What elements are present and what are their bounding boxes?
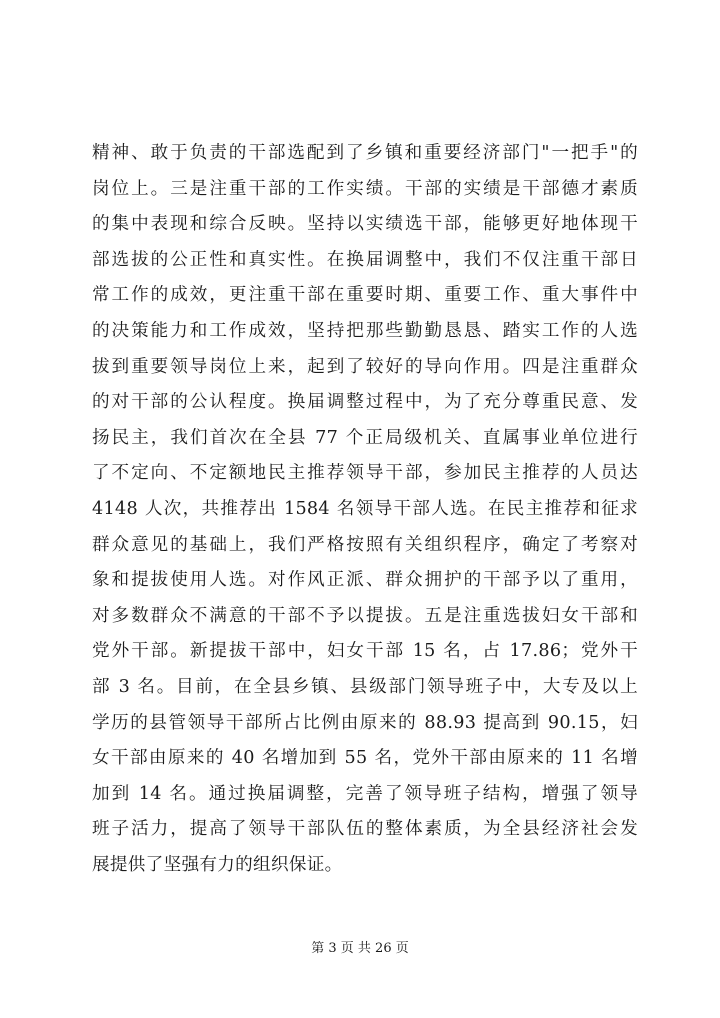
text-line: 岗位上。三是注重干部的工作实绩。干部的实绩是干部德才素质 — [92, 178, 638, 199]
text-line: 展提供了坚强有力的组织保证。 — [92, 854, 343, 875]
text-line: 学历的县管领导干部所占比例由原来的 88.93 提高到 90.15，妇 — [92, 712, 638, 733]
text-line: 的决策能力和工作成效，坚持把那些勤勤恳恳、踏实工作的人选 — [92, 320, 638, 341]
text-line: 群众意见的基础上，我们严格按照有关组织程序，确定了考察对 — [92, 534, 638, 555]
text-line: 拔到重要领导岗位上来，起到了较好的导向作用。四是注重群众 — [92, 356, 638, 377]
text-line: 党外干部。新提拔干部中，妇女干部 15 名，占 17.86；党外干 — [92, 641, 638, 662]
body-paragraph — [92, 136, 638, 883]
text-line: 常工作的成效，更注重干部在重要时期、重要工作、重大事件中 — [92, 285, 638, 306]
text-line: 部选拔的公正性和真实性。在换届调整中，我们不仅注重干部日 — [92, 249, 638, 270]
text-line: 对多数群众不满意的干部不予以提拔。五是注重选拔妇女干部和 — [92, 605, 638, 626]
text-line: 了不定向、不定额地民主推荐领导干部，参加民主推荐的人员达 — [92, 463, 638, 484]
page-number-footer: 第 3 页 共 26 页 — [311, 941, 409, 956]
text-line: 加到 14 名。通过换届调整，完善了领导班子结构，增强了领导 — [92, 783, 638, 804]
text-line: 精神、敢于负责的干部选配到了乡镇和重要经济部门"一把手"的 — [92, 143, 638, 163]
text-line: 扬民主，我们首次在全县 77 个正局级机关、直属事业单位进行 — [92, 427, 638, 448]
text-line: 女干部由原来的 40 名增加到 55 名，党外干部由原来的 11 名增 — [92, 748, 638, 769]
text-line: 的集中表现和综合反映。坚持以实绩选干部，能够更好地体现干 — [92, 214, 638, 235]
text-line: 的对干部的公认程度。换届调整过程中，为了充分尊重民意、发 — [92, 392, 638, 413]
text-line: 4148 人次，共推荐出 1584 名领导干部人选。在民主推荐和征求 — [92, 498, 638, 519]
text-line: 象和提拔使用人选。对作风正派、群众拥护的干部予以了重用， — [92, 570, 638, 591]
text-line: 部 3 名。目前，在全县乡镇、县级部门领导班子中，大专及以上 — [92, 676, 638, 697]
text-line: 班子活力，提高了领导干部队伍的整体素质，为全县经济社会发 — [92, 819, 638, 840]
